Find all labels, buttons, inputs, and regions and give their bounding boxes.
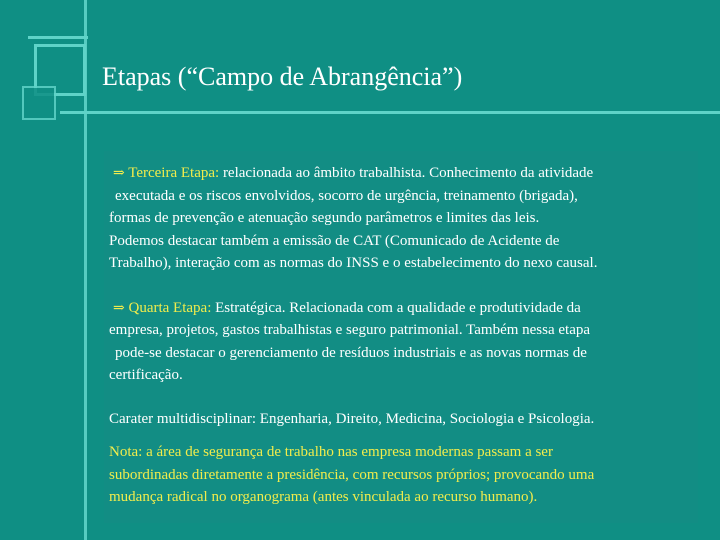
quarta-etapa-text-line-1: Estratégica. Relacionada com a qualidade e produtividade da (211, 299, 581, 316)
nota-line-2: subordinadas diretamente a presidência, com recursos próprios; provocando uma (109, 466, 595, 483)
carater-multidisciplinar-text: Carater multidisciplinar: Engenharia, Direito, Medicina, Sociologia e Psicologia. (109, 410, 595, 427)
terceira-etapa-text-line-1: relacionada ao âmbito trabalhista. Conhecimento da atividade (219, 165, 594, 181)
quarta-etapa-text-line-2: empresa, projetos, gastos trabalhistas e seguro patrimonial. Também nessa etapa (109, 322, 591, 338)
quarta-etapa-paragraph (109, 297, 701, 387)
slide-content (109, 162, 701, 509)
slide-title: Etapas (“Campo de Abrangência”) (102, 62, 463, 91)
quarta-etapa-text-line-4: certificação. (109, 367, 183, 383)
terceira-etapa-text-line-2: executada e os riscos envolvidos, socorro de urgência, treinamento (brigada), (115, 187, 578, 204)
terceira-etapa-label: Terceira Etapa: (128, 165, 220, 181)
terceira-etapa-text-line-4: Podemos destacar também a emissão de CAT (Comunicado de Acidente de (109, 232, 560, 249)
nota-line-3: mudança radical no organograma (antes vinculada ao recurso humano). (109, 489, 538, 505)
quarta-etapa-label: Quarta Etapa: (128, 299, 212, 316)
bullet-arrow-icon: ⇒ (113, 299, 125, 316)
nota-paragraph (109, 441, 701, 509)
terceira-etapa-paragraph (109, 162, 701, 275)
decorative-horizontal-line (60, 111, 720, 114)
decorative-square-small (22, 86, 56, 120)
nota-line-1: Nota: a área de segurança de trabalho nas empresa modernas passam a ser (109, 444, 553, 460)
terceira-etapa-text-line-3: formas de prevenção e atenuação segundo parâmetros e limites das leis. (109, 210, 540, 226)
quarta-etapa-text-line-3: pode-se destacar o gerenciamento de resíduos industriais e as novas normas de (115, 344, 587, 361)
terceira-etapa-text-line-5: Trabalho), interação com as normas do INSS e o estabelecimento do nexo causal. (109, 255, 598, 271)
decorative-corner-line (28, 36, 88, 39)
bullet-arrow-icon: ⇒ (113, 165, 125, 181)
